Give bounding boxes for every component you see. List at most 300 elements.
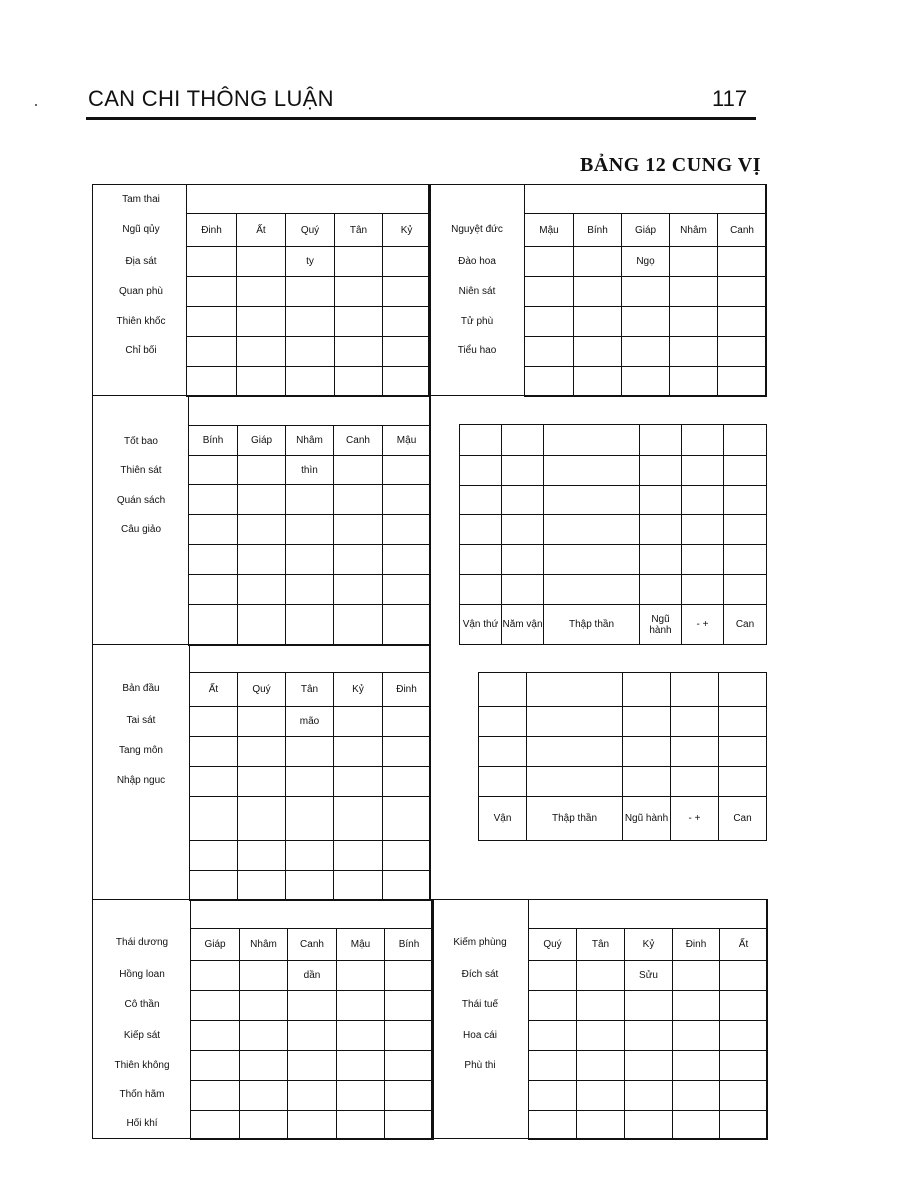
- grid-cell: [288, 1051, 337, 1081]
- grid-cell: [625, 1111, 673, 1140]
- grid-cell: Ất: [237, 214, 286, 247]
- grid-cell: [640, 456, 682, 486]
- grid-cell: [502, 425, 544, 456]
- grid-cell: [525, 277, 574, 307]
- grid-cell: [383, 841, 431, 871]
- grid-cell: dần: [288, 961, 337, 991]
- grid-cell: [682, 575, 724, 605]
- section1-left-label: Chỉ bối: [125, 345, 157, 356]
- running-header-title: CAN CHI THÔNG LUẬN: [88, 86, 334, 111]
- section4-right-label: Kiếm phùng: [453, 937, 507, 948]
- grid-cell: [527, 737, 623, 767]
- grid-cell: [334, 515, 383, 545]
- grid-cell: Nhâm: [240, 929, 288, 961]
- grid-cell: [625, 991, 673, 1021]
- grid-cell: [479, 673, 527, 707]
- grid-cell: [286, 797, 334, 841]
- grid-cell: [622, 277, 670, 307]
- grid-cell: Tân: [286, 673, 334, 707]
- grid-cell: Đinh: [383, 673, 431, 707]
- grid-cell: [720, 1021, 768, 1051]
- section1-right-label: Nguyệt đức: [451, 224, 503, 235]
- grid-cell: [238, 605, 286, 646]
- header-cell: Vận thứ: [460, 605, 502, 645]
- grid-cell: Ngọ: [622, 247, 670, 277]
- header-cell: Ngũ hành: [640, 605, 682, 645]
- grid-cell: [337, 1021, 385, 1051]
- grid-cell: [682, 486, 724, 515]
- grid-cell: [719, 767, 767, 797]
- grid-cell: [527, 767, 623, 797]
- grid-cell: [673, 961, 720, 991]
- scan-speck: [35, 104, 37, 106]
- grid-cell: [337, 961, 385, 991]
- grid-cell: Mậu: [337, 929, 385, 961]
- grid-cell: [544, 515, 640, 545]
- grid-cell: mão: [286, 707, 334, 737]
- grid-cell: [670, 277, 718, 307]
- grid-cell: [460, 456, 502, 486]
- grid-cell: [238, 485, 286, 515]
- header-cell: Can: [719, 797, 767, 841]
- section3-label: Bản đầu: [122, 683, 160, 694]
- grid-cell: [189, 545, 238, 575]
- section1-right-label: Tiểu hao: [457, 345, 497, 356]
- grid-cell: [544, 575, 640, 605]
- grid-cell: [240, 991, 288, 1021]
- grid-cell: [385, 991, 434, 1021]
- grid-cell: [670, 337, 718, 367]
- section4-right-label: Thái tuế: [461, 999, 499, 1010]
- grid-cell: thìn: [286, 456, 334, 485]
- section1-left-grid: [186, 184, 431, 397]
- grid-cell: [502, 456, 544, 486]
- grid-cell: [383, 545, 431, 575]
- section4-left-grid: [190, 899, 434, 1140]
- grid-cell: [286, 871, 334, 901]
- grid-cell: [525, 367, 574, 397]
- grid-cell: [577, 1081, 625, 1111]
- grid-cell: [286, 841, 334, 871]
- section1-right-grid: [524, 184, 767, 397]
- header-cell: Năm vận: [502, 605, 544, 645]
- section1-right-label: Tử phù: [460, 316, 494, 327]
- grid-cell: [335, 277, 383, 307]
- grid-cell: [527, 673, 623, 707]
- grid-cell: [286, 575, 334, 605]
- grid-cell: [724, 575, 767, 605]
- grid-cell: [640, 515, 682, 545]
- grid-cell: [385, 1021, 434, 1051]
- grid-cell: [718, 247, 767, 277]
- grid-cell: [623, 737, 671, 767]
- grid-cell: [337, 1051, 385, 1081]
- section1-right-label: Đào hoa: [458, 256, 496, 267]
- grid-cell: [383, 247, 431, 277]
- grid-cell: Quý: [238, 673, 286, 707]
- grid-cell: [671, 767, 719, 797]
- header-cell: Ngũ hành: [623, 797, 671, 841]
- grid-cell: Canh: [334, 426, 383, 456]
- grid-cell: [240, 1051, 288, 1081]
- grid-cell: [187, 185, 431, 214]
- grid-cell: Quý: [286, 214, 335, 247]
- grid-cell: [334, 841, 383, 871]
- header-cell: Vận: [479, 797, 527, 841]
- grid-cell: [640, 486, 682, 515]
- grid-cell: [286, 277, 335, 307]
- grid-cell: [238, 767, 286, 797]
- grid-cell: [720, 1111, 768, 1140]
- grid-cell: [623, 767, 671, 797]
- grid-cell: [544, 486, 640, 515]
- grid-cell: [719, 673, 767, 707]
- grid-cell: [240, 1021, 288, 1051]
- grid-cell: Ất: [720, 929, 768, 961]
- grid-cell: [724, 515, 767, 545]
- grid-cell: [189, 605, 238, 646]
- grid-cell: [502, 545, 544, 575]
- grid-cell: [460, 545, 502, 575]
- grid-cell: [238, 456, 286, 485]
- grid-cell: [670, 247, 718, 277]
- grid-cell: [385, 1081, 434, 1111]
- section3-label: Tai sát: [126, 715, 156, 726]
- grid-cell: [479, 767, 527, 797]
- grid-cell: [383, 767, 431, 797]
- grid-cell: [190, 797, 238, 841]
- grid-cell: [190, 871, 238, 901]
- grid-cell: [335, 337, 383, 367]
- grid-cell: [288, 1021, 337, 1051]
- grid-cell: [577, 1021, 625, 1051]
- grid-cell: [525, 337, 574, 367]
- grid-cell: [240, 1111, 288, 1140]
- grid-cell: [673, 1021, 720, 1051]
- grid-cell: Mậu: [525, 214, 574, 247]
- grid-cell: [191, 1051, 240, 1081]
- grid-cell: [190, 767, 238, 797]
- grid-cell: [240, 961, 288, 991]
- grid-cell: [334, 871, 383, 901]
- grid-cell: [191, 1111, 240, 1140]
- grid-cell: Giáp: [191, 929, 240, 961]
- grid-cell: [479, 737, 527, 767]
- section4-left-label: Thiên không: [114, 1060, 170, 1071]
- grid-cell: [286, 737, 334, 767]
- grid-cell: [460, 486, 502, 515]
- grid-cell: [479, 707, 527, 737]
- grid-cell: [335, 307, 383, 337]
- grid-cell: [334, 575, 383, 605]
- grid-cell: [337, 1111, 385, 1140]
- grid-cell: [383, 605, 431, 646]
- grid-cell: [383, 337, 431, 367]
- grid-cell: [189, 575, 238, 605]
- grid-cell: [383, 456, 431, 485]
- grid-cell: [622, 367, 670, 397]
- grid-cell: [190, 737, 238, 767]
- grid-cell: [724, 486, 767, 515]
- grid-cell: Bính: [189, 426, 238, 456]
- grid-cell: [673, 991, 720, 1021]
- grid-cell: [383, 367, 431, 397]
- grid-cell: [190, 707, 238, 737]
- section3-label: Nhập nguc: [116, 775, 166, 786]
- grid-cell: Giáp: [238, 426, 286, 456]
- grid-cell: [529, 1081, 577, 1111]
- grid-cell: Sửu: [625, 961, 673, 991]
- grid-cell: [286, 367, 335, 397]
- section1-left-label: Quan phù: [119, 286, 163, 297]
- grid-cell: [191, 1081, 240, 1111]
- grid-cell: [238, 575, 286, 605]
- grid-cell: [719, 707, 767, 737]
- section4-left-label: Kiếp sát: [123, 1030, 161, 1041]
- grid-cell: [237, 277, 286, 307]
- grid-cell: [383, 737, 431, 767]
- grid-cell: [640, 425, 682, 456]
- grid-cell: [334, 797, 383, 841]
- grid-cell: [288, 1081, 337, 1111]
- grid-cell: [529, 1021, 577, 1051]
- grid-cell: [187, 367, 237, 397]
- grid-cell: [720, 1051, 768, 1081]
- grid-cell: [673, 1111, 720, 1140]
- grid-cell: [718, 367, 767, 397]
- grid-cell: [544, 425, 640, 456]
- grid-cell: [640, 575, 682, 605]
- grid-cell: [625, 1081, 673, 1111]
- grid-cell: [237, 337, 286, 367]
- grid-cell: [286, 767, 334, 797]
- grid-cell: [670, 367, 718, 397]
- table-title: BẢNG 12 CUNG VỊ: [580, 154, 762, 176]
- section3-grid: [189, 644, 431, 901]
- section1-left-label: Địa sát: [125, 256, 157, 267]
- header-cell: Thập thần: [527, 797, 623, 841]
- header-rule: [86, 117, 756, 120]
- grid-cell: [286, 545, 334, 575]
- grid-cell: [625, 1051, 673, 1081]
- section4-left-label: Hồng loan: [119, 969, 165, 980]
- grid-cell: [286, 515, 334, 545]
- grid-cell: [720, 991, 768, 1021]
- section4-left-label: Cô thần: [124, 999, 160, 1010]
- section2-label: Câu giảo: [120, 524, 162, 535]
- grid-cell: [191, 961, 240, 991]
- section1-right-label: Niên sát: [458, 286, 496, 297]
- grid-cell: [544, 545, 640, 575]
- grid-cell: [718, 277, 767, 307]
- grid-cell: [335, 367, 383, 397]
- grid-cell: [529, 961, 577, 991]
- section1-left-label: Ngũ qủy: [122, 224, 160, 235]
- grid-cell: [529, 991, 577, 1021]
- grid-cell: [529, 1111, 577, 1140]
- grid-cell: [385, 1051, 434, 1081]
- grid-cell: [577, 961, 625, 991]
- grid-cell: [337, 1081, 385, 1111]
- grid-cell: [191, 1021, 240, 1051]
- grid-cell: Nhâm: [670, 214, 718, 247]
- grid-cell: [383, 797, 431, 841]
- grid-cell: [238, 841, 286, 871]
- grid-cell: Tân: [335, 214, 383, 247]
- grid-cell: [238, 707, 286, 737]
- section2-label: Tốt bao: [124, 436, 158, 447]
- grid-cell: [574, 337, 622, 367]
- grid-cell: [673, 1081, 720, 1111]
- grid-cell: Đinh: [673, 929, 720, 961]
- grid-cell: [190, 645, 431, 673]
- section1-left-label: Thiên khốc: [116, 316, 166, 327]
- grid-cell: [238, 515, 286, 545]
- grid-cell: [577, 1111, 625, 1140]
- grid-cell: [525, 307, 574, 337]
- grid-cell: [460, 515, 502, 545]
- grid-cell: [383, 277, 431, 307]
- grid-cell: [525, 185, 767, 214]
- grid-cell: [544, 456, 640, 486]
- section4-right-label: Đích sát: [461, 969, 499, 980]
- grid-cell: Mậu: [383, 426, 431, 456]
- grid-cell: [460, 575, 502, 605]
- grid-cell: [671, 737, 719, 767]
- grid-cell: [385, 1111, 434, 1140]
- section3-side-table: [478, 672, 767, 841]
- grid-cell: [718, 307, 767, 337]
- grid-cell: [527, 707, 623, 737]
- grid-cell: [191, 991, 240, 1021]
- grid-cell: [237, 307, 286, 337]
- grid-cell: Giáp: [622, 214, 670, 247]
- grid-cell: ty: [286, 247, 335, 277]
- grid-cell: [529, 1051, 577, 1081]
- grid-cell: [238, 737, 286, 767]
- grid-cell: [720, 1081, 768, 1111]
- section4-left-label: Hối khí: [126, 1118, 158, 1129]
- section2-side-table: [459, 424, 767, 645]
- grid-cell: [288, 991, 337, 1021]
- grid-cell: Nhâm: [286, 426, 334, 456]
- grid-cell: [670, 307, 718, 337]
- grid-cell: Ất: [190, 673, 238, 707]
- grid-cell: Bính: [574, 214, 622, 247]
- grid-cell: [237, 247, 286, 277]
- header-cell: Can: [724, 605, 767, 645]
- grid-cell: Tân: [577, 929, 625, 961]
- grid-cell: [529, 900, 768, 929]
- section2-grid: [188, 395, 431, 646]
- grid-cell: [502, 575, 544, 605]
- grid-cell: [622, 337, 670, 367]
- grid-cell: [383, 307, 431, 337]
- grid-cell: [238, 545, 286, 575]
- grid-cell: [238, 871, 286, 901]
- grid-cell: [623, 707, 671, 737]
- grid-cell: [334, 545, 383, 575]
- grid-cell: [574, 307, 622, 337]
- grid-cell: Bính: [385, 929, 434, 961]
- grid-cell: [525, 247, 574, 277]
- section2-label: Quán sách: [116, 495, 166, 506]
- grid-cell: [288, 1111, 337, 1140]
- grid-cell: [286, 307, 335, 337]
- grid-cell: [720, 961, 768, 991]
- grid-cell: [335, 247, 383, 277]
- grid-cell: [671, 707, 719, 737]
- grid-cell: [189, 396, 431, 426]
- grid-cell: [187, 307, 237, 337]
- grid-cell: Quý: [529, 929, 577, 961]
- grid-cell: [383, 871, 431, 901]
- grid-cell: Canh: [718, 214, 767, 247]
- grid-cell: [189, 456, 238, 485]
- grid-cell: [574, 277, 622, 307]
- section4-left-label: Thốn hãm: [119, 1089, 165, 1100]
- section3-label: Tang môn: [119, 745, 163, 756]
- grid-cell: [577, 1051, 625, 1081]
- grid-cell: [502, 486, 544, 515]
- grid-cell: [334, 737, 383, 767]
- grid-cell: [334, 707, 383, 737]
- section4-right-grid: [528, 899, 768, 1140]
- grid-cell: [383, 707, 431, 737]
- grid-cell: [682, 545, 724, 575]
- section1-left-label: Tam thai: [122, 194, 160, 205]
- section4-right-label: Phù thi: [464, 1060, 496, 1071]
- grid-cell: [385, 961, 434, 991]
- grid-cell: [724, 545, 767, 575]
- grid-cell: [240, 1081, 288, 1111]
- grid-cell: [189, 485, 238, 515]
- grid-cell: [237, 367, 286, 397]
- section4-right-label: Hoa cái: [463, 1030, 497, 1041]
- grid-cell: [719, 737, 767, 767]
- grid-cell: Kỷ: [334, 673, 383, 707]
- grid-cell: [189, 515, 238, 545]
- grid-cell: [574, 367, 622, 397]
- grid-cell: Đinh: [187, 214, 237, 247]
- header-cell: Thập thần: [544, 605, 640, 645]
- grid-cell: [383, 575, 431, 605]
- grid-cell: [574, 247, 622, 277]
- grid-cell: [577, 991, 625, 1021]
- grid-cell: [286, 485, 334, 515]
- grid-cell: [383, 515, 431, 545]
- grid-cell: [625, 1021, 673, 1051]
- grid-cell: [502, 515, 544, 545]
- grid-cell: [238, 797, 286, 841]
- grid-cell: [622, 307, 670, 337]
- grid-cell: [286, 337, 335, 367]
- section4-left-label: Thái dương: [115, 937, 169, 948]
- grid-cell: [334, 485, 383, 515]
- grid-cell: [682, 456, 724, 486]
- grid-cell: [682, 515, 724, 545]
- grid-cell: [191, 900, 434, 929]
- grid-cell: [187, 337, 237, 367]
- page-number: 117: [712, 86, 748, 111]
- grid-cell: [724, 425, 767, 456]
- grid-cell: [383, 485, 431, 515]
- grid-cell: Kỷ: [625, 929, 673, 961]
- header-cell: - +: [682, 605, 724, 645]
- grid-cell: [190, 841, 238, 871]
- grid-cell: [286, 605, 334, 646]
- grid-cell: [187, 247, 237, 277]
